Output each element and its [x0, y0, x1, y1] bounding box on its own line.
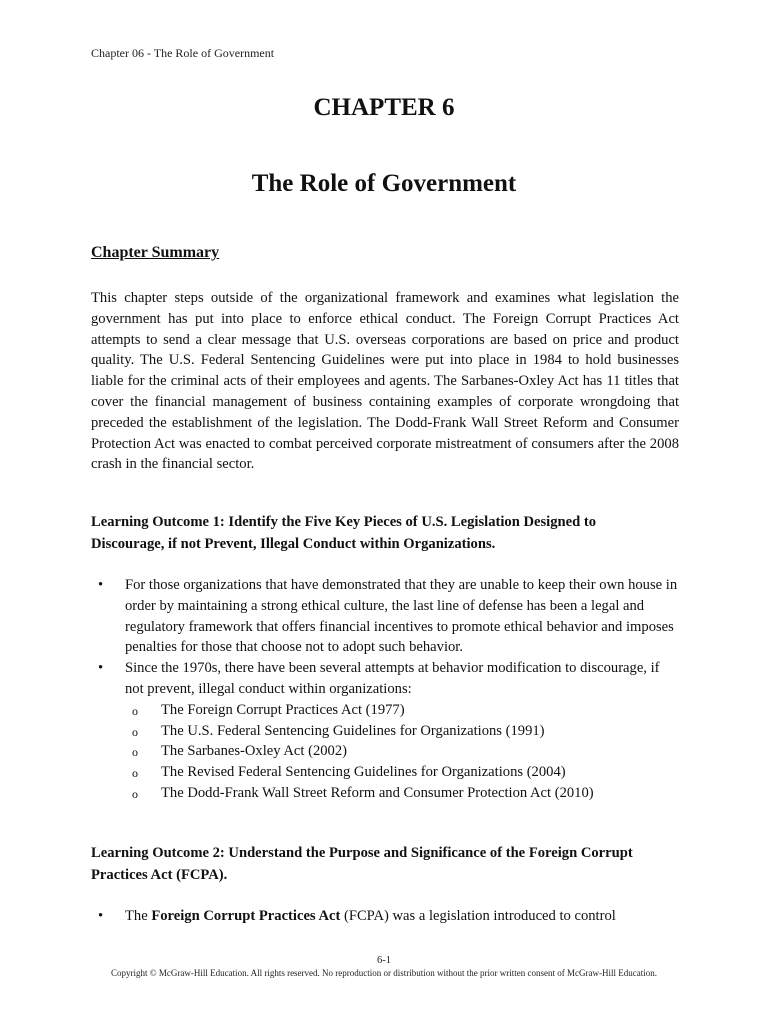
- learning-outcome-1-list: [91, 575, 681, 804]
- learning-outcome-2-heading: Learning Outcome 2: Understand the Purpose and Significance of the Foreign Corrupt Practices Act (FCPA).: [91, 845, 633, 883]
- sub-list-item-text: The Sarbanes-Oxley Act (2002): [161, 743, 348, 760]
- learning-outcome-1-heading: Learning Outcome 1: Identify the Five Key Pieces of U.S. Legislation Designed to Discourage, if not Prevent, Illegal Conduct within Organizations.: [91, 514, 597, 552]
- copyright-notice: Copyright © McGraw-Hill Education. All rights reserved. No reproduction or distribution without the prior written consent of McGraw-Hill Education.: [111, 968, 657, 978]
- circle-bullet-icon: o: [132, 786, 138, 801]
- bullet-icon: •: [98, 908, 104, 924]
- sub-list-item: [125, 762, 681, 783]
- list-item: [91, 658, 681, 804]
- bullet-icon: •: [98, 577, 104, 593]
- bullet-icon: •: [98, 660, 104, 677]
- sub-list-item: [125, 700, 681, 721]
- sub-list-item-text: The U.S. Federal Sentencing Guidelines for Organizations (1991): [161, 722, 545, 739]
- legislation-sublist: [125, 700, 681, 804]
- sub-list-item: [125, 783, 681, 804]
- page-number: 6-1: [377, 955, 391, 966]
- running-head: Chapter 06 - The Role of Government: [91, 46, 275, 60]
- chapter-summary-text: This chapter steps outside of the organizational framework and examines what legislation the government has put into place to enforce ethical conduct. The Foreign Corrupt Practices Act attempts to send a clear message that U.S. overseas corporations are based on price and product quality. The U.S. Federal Sentencing Guidelines were put into place in 1984 to hold businesses liable for the criminal acts of their employees and agents. The Sarbanes-Oxley Act has 11 titles that cover the financial management of business containing examples of corporate wrongdoing that preceded the establishment of the legislation. The Dodd-Frank Wall Street Reform and Consumer Protection Act was enacted to combat perceived corporate mistreatment of consumers after the 2008 crash in the financial sector.: [91, 290, 679, 473]
- page-footer: [0, 955, 768, 979]
- list-item-text-post: (FCPA) was a legislation introduced to control: [340, 908, 616, 924]
- list-item-text-pre: The: [125, 908, 152, 924]
- list-item: [91, 906, 681, 927]
- list-item-text: Since the 1970s, there have been several attempts at behavior modification to discourage, if not prevent, illegal conduct within organizations:: [125, 660, 660, 697]
- sub-list-item-text: The Dodd-Frank Wall Street Reform and Consumer Protection Act (2010): [161, 784, 594, 801]
- circle-bullet-icon: o: [132, 745, 138, 760]
- circle-bullet-icon: o: [132, 703, 138, 718]
- circle-bullet-icon: o: [132, 766, 138, 781]
- learning-outcome-2-list: [91, 906, 681, 927]
- fcpa-term: Foreign Corrupt Practices Act: [151, 908, 341, 924]
- list-item-text: For those organizations that have demonstrated that they are unable to keep their own house in order by maintaining a strong ethical culture, the last line of defense has been a legal and regulatory framework that offers financial incentives to promote ethical behavior and imposes penalties for those that choose not to adopt such behavior.: [125, 577, 678, 656]
- circle-bullet-icon: o: [132, 724, 138, 739]
- chapter-number: CHAPTER 6: [313, 94, 455, 121]
- sub-list-item-text: The Revised Federal Sentencing Guidelines for Organizations (2004): [161, 764, 566, 781]
- sub-list-item: [125, 741, 681, 762]
- chapter-summary-heading: Chapter Summary: [91, 244, 220, 261]
- list-item: [91, 575, 681, 658]
- sub-list-item: [125, 721, 681, 742]
- chapter-title: The Role of Government: [251, 170, 517, 197]
- sub-list-item-text: The Foreign Corrupt Practices Act (1977): [161, 701, 405, 718]
